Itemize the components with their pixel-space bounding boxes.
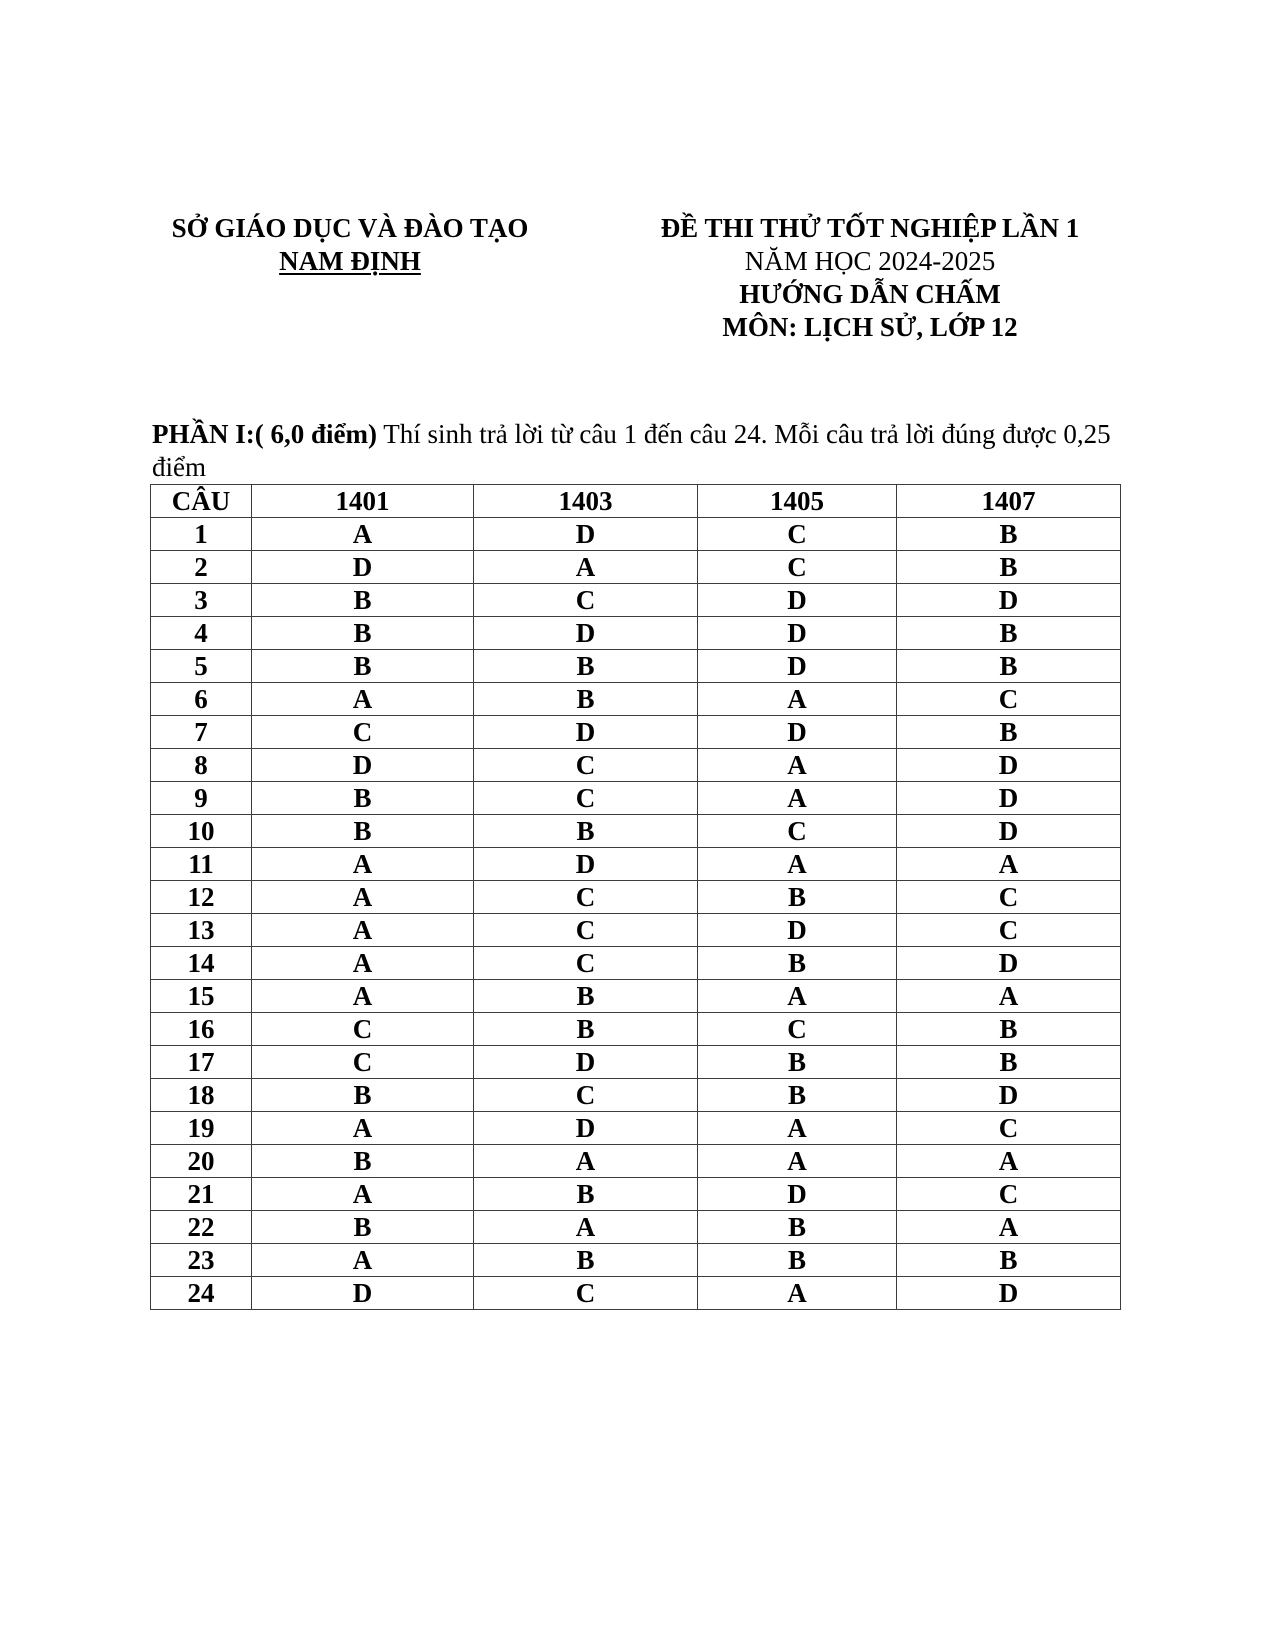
- table-row: [151, 584, 1121, 617]
- table-row: [151, 1277, 1121, 1310]
- question-number: 8: [151, 749, 252, 782]
- answer-1407: A: [897, 1211, 1121, 1244]
- answer-1407: D: [897, 584, 1121, 617]
- table-row: [151, 749, 1121, 782]
- table-row: [151, 551, 1121, 584]
- answer-1405: D: [698, 617, 897, 650]
- exam-header: [640, 212, 1100, 344]
- issuer-header: [150, 212, 550, 278]
- question-number: 17: [151, 1046, 252, 1079]
- answer-1401: B: [252, 782, 474, 815]
- document-type: HƯỚNG DẪN CHẤM: [739, 279, 1001, 309]
- answer-1401: C: [252, 1013, 474, 1046]
- answer-1401: B: [252, 1211, 474, 1244]
- table-row: [151, 1013, 1121, 1046]
- answer-1403: C: [474, 782, 698, 815]
- answer-1407: D: [897, 947, 1121, 980]
- answer-1405: B: [698, 947, 897, 980]
- answer-1405: C: [698, 815, 897, 848]
- answer-1407: A: [897, 980, 1121, 1013]
- answer-1401: A: [252, 1112, 474, 1145]
- answer-1403: B: [474, 683, 698, 716]
- answer-1405: B: [698, 1244, 897, 1277]
- answer-1407: C: [897, 881, 1121, 914]
- answer-1401: D: [252, 551, 474, 584]
- answer-1401: A: [252, 881, 474, 914]
- answer-1403: C: [474, 584, 698, 617]
- answer-1405: C: [698, 551, 897, 584]
- table-row: [151, 782, 1121, 815]
- header-code-1403: 1403: [474, 485, 698, 518]
- answer-1407: B: [897, 617, 1121, 650]
- table-row: [151, 881, 1121, 914]
- table-row: [151, 518, 1121, 551]
- answer-1401: D: [252, 1277, 474, 1310]
- answer-1401: A: [252, 980, 474, 1013]
- answer-1407: A: [897, 848, 1121, 881]
- table-header-row: [151, 485, 1121, 518]
- answer-1401: A: [252, 914, 474, 947]
- answer-1401: B: [252, 1079, 474, 1112]
- table-row: [151, 617, 1121, 650]
- answer-1407: D: [897, 782, 1121, 815]
- answer-1401: A: [252, 1244, 474, 1277]
- answer-1405: B: [698, 1211, 897, 1244]
- question-number: 10: [151, 815, 252, 848]
- section-instructions: Thí sinh trả lời từ câu 1 đến câu 24. Mỗi câu trả lời đúng được 0,25 điểm: [152, 419, 1111, 482]
- answer-1407: B: [897, 1046, 1121, 1079]
- answer-1407: D: [897, 749, 1121, 782]
- answer-1407: B: [897, 518, 1121, 551]
- question-number: 24: [151, 1277, 252, 1310]
- answer-1403: D: [474, 1046, 698, 1079]
- answer-1403: B: [474, 1244, 698, 1277]
- answer-1405: A: [698, 749, 897, 782]
- answer-1403: B: [474, 1013, 698, 1046]
- answer-1403: A: [474, 551, 698, 584]
- answer-1407: C: [897, 683, 1121, 716]
- answer-rows: [151, 518, 1121, 1310]
- answer-1405: D: [698, 914, 897, 947]
- header-code-1401: 1401: [252, 485, 474, 518]
- answer-1405: A: [698, 848, 897, 881]
- answer-1405: D: [698, 1178, 897, 1211]
- answer-1403: D: [474, 1112, 698, 1145]
- question-number: 19: [151, 1112, 252, 1145]
- answer-1403: C: [474, 1079, 698, 1112]
- question-number: 15: [151, 980, 252, 1013]
- answer-1403: B: [474, 980, 698, 1013]
- answer-1405: D: [698, 716, 897, 749]
- table-row: [151, 716, 1121, 749]
- answer-1401: C: [252, 1046, 474, 1079]
- answer-1403: A: [474, 1145, 698, 1178]
- answer-1401: B: [252, 815, 474, 848]
- answer-1403: C: [474, 914, 698, 947]
- answer-1401: A: [252, 848, 474, 881]
- answer-1405: C: [698, 1013, 897, 1046]
- answer-1401: A: [252, 947, 474, 980]
- table-row: [151, 815, 1121, 848]
- answer-1401: B: [252, 617, 474, 650]
- question-number: 23: [151, 1244, 252, 1277]
- answer-1405: A: [698, 683, 897, 716]
- answer-1403: C: [474, 1277, 698, 1310]
- question-number: 1: [151, 518, 252, 551]
- answer-1403: C: [474, 749, 698, 782]
- table-row: [151, 1244, 1121, 1277]
- question-number: 4: [151, 617, 252, 650]
- table-row: [151, 683, 1121, 716]
- province-name: [150, 245, 550, 278]
- table-row: [151, 1178, 1121, 1211]
- answer-1403: A: [474, 1211, 698, 1244]
- question-number: 11: [151, 848, 252, 881]
- table-row: [151, 980, 1121, 1013]
- answer-1405: D: [698, 584, 897, 617]
- table-row: [151, 914, 1121, 947]
- answer-1403: C: [474, 947, 698, 980]
- table-row: [151, 947, 1121, 980]
- province-name-text: NAM ĐỊNH: [279, 246, 421, 276]
- answer-1407: B: [897, 650, 1121, 683]
- answer-1407: B: [897, 551, 1121, 584]
- table-row: [151, 1079, 1121, 1112]
- answer-1401: A: [252, 683, 474, 716]
- table-row: [151, 1046, 1121, 1079]
- question-number: 16: [151, 1013, 252, 1046]
- answer-1403: D: [474, 518, 698, 551]
- table-row: [151, 1211, 1121, 1244]
- question-number: 6: [151, 683, 252, 716]
- answer-1407: D: [897, 815, 1121, 848]
- answer-1405: A: [698, 1145, 897, 1178]
- answer-1403: D: [474, 848, 698, 881]
- section-title: PHẦN I:( 6,0 điểm): [152, 419, 377, 449]
- answer-1405: C: [698, 518, 897, 551]
- answer-1403: B: [474, 1178, 698, 1211]
- answer-1405: B: [698, 1046, 897, 1079]
- answer-1407: C: [897, 914, 1121, 947]
- answer-1407: A: [897, 1145, 1121, 1178]
- exam-title: ĐỀ THI THỬ TỐT NGHIỆP LẦN 1: [660, 213, 1080, 243]
- answer-1403: C: [474, 881, 698, 914]
- header-code-1405: 1405: [698, 485, 897, 518]
- answer-1401: B: [252, 584, 474, 617]
- answer-1403: B: [474, 815, 698, 848]
- answer-1407: B: [897, 1013, 1121, 1046]
- section-heading: [152, 418, 1132, 484]
- table-row: [151, 1112, 1121, 1145]
- answer-1407: B: [897, 1244, 1121, 1277]
- question-number: 13: [151, 914, 252, 947]
- answer-1401: C: [252, 716, 474, 749]
- question-number: 21: [151, 1178, 252, 1211]
- answer-1401: B: [252, 650, 474, 683]
- table-row: [151, 848, 1121, 881]
- question-number: 22: [151, 1211, 252, 1244]
- answer-1401: D: [252, 749, 474, 782]
- answer-1401: A: [252, 1178, 474, 1211]
- answer-1405: A: [698, 1112, 897, 1145]
- subject-line: MÔN: LỊCH SỬ, LỚP 12: [722, 312, 1018, 342]
- header-question: CÂU: [151, 485, 252, 518]
- question-number: 12: [151, 881, 252, 914]
- answer-1405: B: [698, 881, 897, 914]
- answer-1405: A: [698, 1277, 897, 1310]
- answer-1405: B: [698, 1079, 897, 1112]
- answer-1403: D: [474, 617, 698, 650]
- table-row: [151, 650, 1121, 683]
- question-number: 3: [151, 584, 252, 617]
- question-number: 20: [151, 1145, 252, 1178]
- answer-1401: B: [252, 1145, 474, 1178]
- answer-1405: A: [698, 782, 897, 815]
- answer-1407: C: [897, 1178, 1121, 1211]
- answer-1407: D: [897, 1079, 1121, 1112]
- question-number: 2: [151, 551, 252, 584]
- school-year: NĂM HỌC 2024-2025: [744, 246, 996, 276]
- answer-1407: B: [897, 716, 1121, 749]
- question-number: 9: [151, 782, 252, 815]
- table-row: [151, 1145, 1121, 1178]
- answer-1403: B: [474, 650, 698, 683]
- question-number: 14: [151, 947, 252, 980]
- department-name: SỞ GIÁO DỤC VÀ ĐÀO TẠO: [171, 213, 529, 243]
- answer-key-table: [150, 484, 1121, 1310]
- question-number: 18: [151, 1079, 252, 1112]
- answer-1407: C: [897, 1112, 1121, 1145]
- answer-1407: D: [897, 1277, 1121, 1310]
- question-number: 7: [151, 716, 252, 749]
- header-code-1407: 1407: [897, 485, 1121, 518]
- question-number: 5: [151, 650, 252, 683]
- answer-1403: D: [474, 716, 698, 749]
- answer-1405: A: [698, 980, 897, 1013]
- answer-1401: A: [252, 518, 474, 551]
- answer-1405: D: [698, 650, 897, 683]
